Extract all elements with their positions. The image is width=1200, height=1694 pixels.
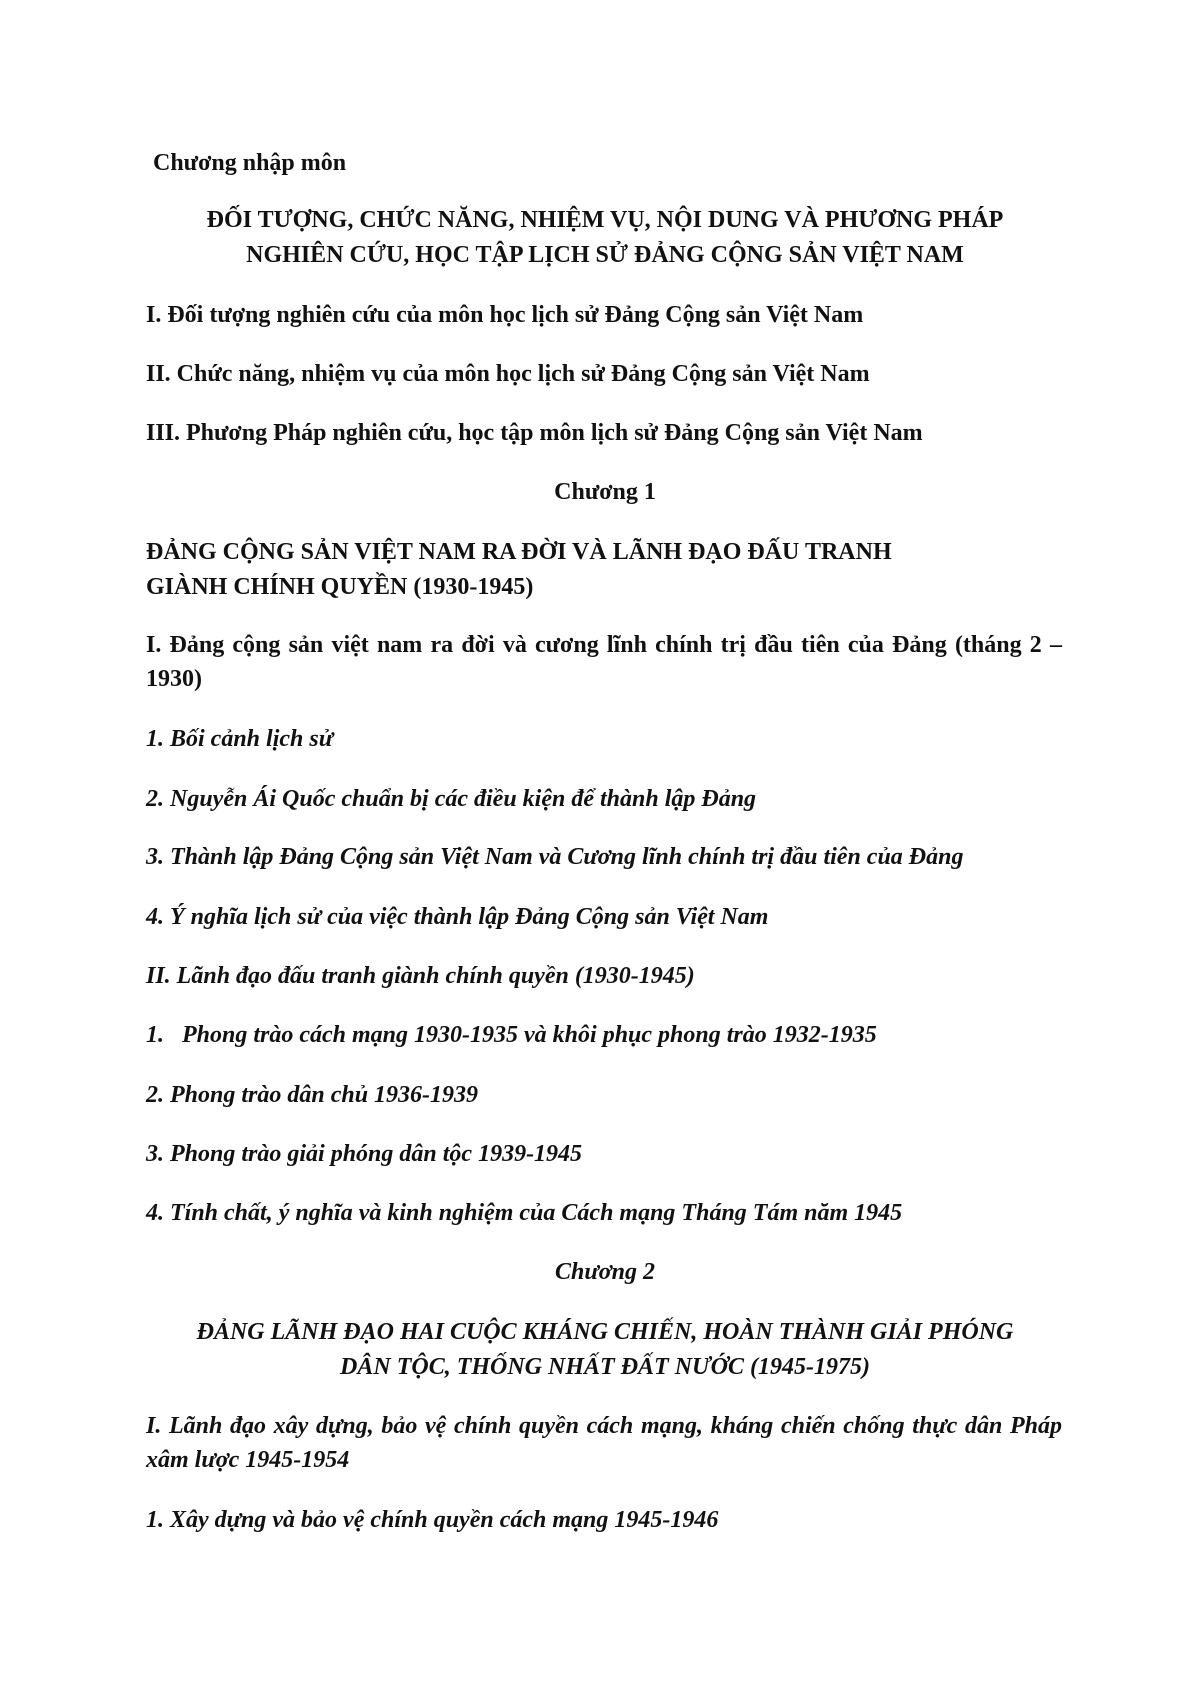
- chapter1-section2-item-3: 3. Phong trào giải phóng dân tộc 1939-1945: [146, 1141, 583, 1167]
- chapter1-title-line2: GIÀNH CHÍNH QUYỀN (1930-1945): [146, 574, 534, 600]
- chapter1-section2-item-4: 4. Tính chất, ý nghĩa và kinh nghiệm của Cách mạng Tháng Tám năm 1945: [146, 1200, 903, 1226]
- chapter2-label: Chương 2: [555, 1259, 655, 1285]
- intro-chapter-label: Chương nhập môn: [153, 150, 347, 176]
- chapter1-section2-item-2: 2. Phong trào dân chủ 1936-1939: [146, 1082, 479, 1108]
- chapter1-section1-item-2: 2. Nguyễn Ái Quốc chuẩn bị các điều kiện để thành lập Đảng: [146, 786, 757, 812]
- chapter1-section-1: I. Đảng cộng sản việt nam ra đời và cương lĩnh chính trị đầu tiên của Đảng (tháng 2 – 1930): [146, 632, 1062, 692]
- chapter1-section-2: II. Lãnh đạo đấu tranh giành chính quyền (1930-1945): [146, 963, 695, 989]
- chapter1-section1-item-4: 4. Ý nghĩa lịch sử của việc thành lập Đảng Cộng sản Việt Nam: [146, 904, 769, 930]
- intro-section-1: I. Đối tượng nghiên cứu của môn học lịch sử Đảng Cộng sản Việt Nam: [146, 302, 864, 328]
- intro-chapter-title-line1: ĐỐI TƯỢNG, CHỨC NĂNG, NHIỆM VỤ, NỘI DUNG VÀ PHƯƠNG PHÁP: [206, 207, 1004, 233]
- chapter2-title-line1: ĐẢNG LÃNH ĐẠO HAI CUỘC KHÁNG CHIẾN, HOÀN THÀNH GIẢI PHÓNG: [196, 1319, 1014, 1345]
- intro-section-3: III. Phương Pháp nghiên cứu, học tập môn lịch sử Đảng Cộng sản Việt Nam: [146, 420, 923, 446]
- intro-section-2: II. Chức năng, nhiệm vụ của môn học lịch sử Đảng Cộng sản Việt Nam: [146, 361, 870, 387]
- chapter1-title-line1: ĐẢNG CỘNG SẢN VIỆT NAM RA ĐỜI VÀ LÃNH ĐẠO ĐẤU TRANH: [146, 539, 892, 565]
- chapter1-label: Chương 1: [554, 479, 656, 505]
- chapter2-section-1: I. Lãnh đạo xây dựng, bảo vệ chính quyền cách mạng, kháng chiến chống thực dân Pháp xâm lược 1945-1954: [146, 1413, 1062, 1473]
- chapter1-section1-item-1: 1. Bối cảnh lịch sử: [146, 726, 334, 752]
- intro-chapter-title-line2: NGHIÊN CỨU, HỌC TẬP LỊCH SỬ ĐẢNG CỘNG SẢN VIỆT NAM: [246, 242, 964, 268]
- chapter1-section1-item-3: 3. Thành lập Đảng Cộng sản Việt Nam và Cương lĩnh chính trị đầu tiên của Đảng: [146, 844, 964, 870]
- chapter1-section2-item-1: 1. Phong trào cách mạng 1930-1935 và khôi phục phong trào 1932-1935: [146, 1022, 877, 1048]
- chapter2-section1-item-1: 1. Xây dựng và bảo vệ chính quyền cách mạng 1945-1946: [146, 1507, 719, 1533]
- chapter2-title-line2: DÂN TỘC, THỐNG NHẤT ĐẤT NƯỚC (1945-1975): [340, 1354, 870, 1380]
